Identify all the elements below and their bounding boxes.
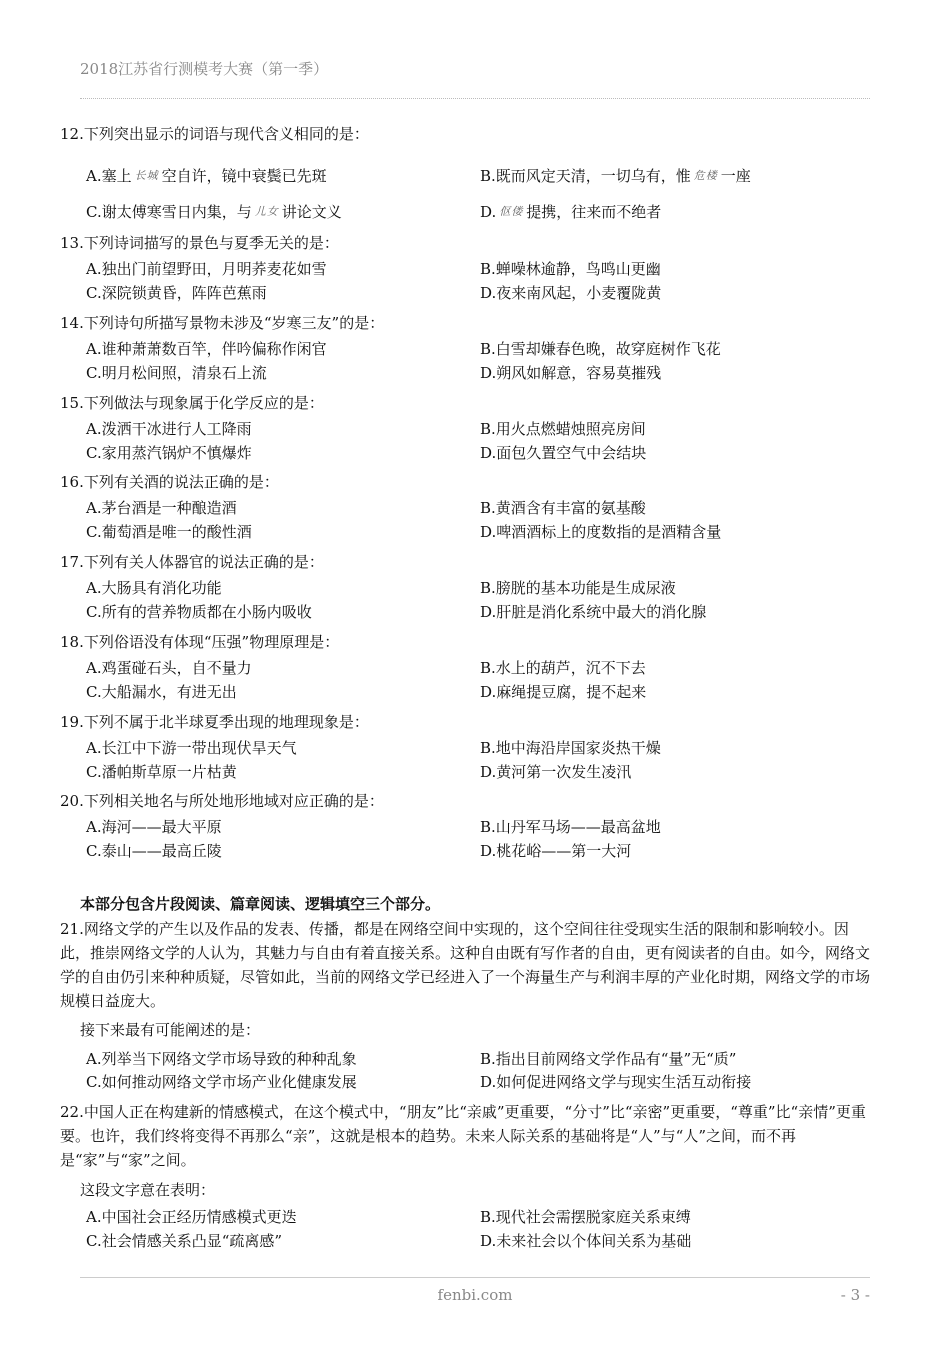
q12-option-b-post: 一座	[720, 167, 751, 185]
q12-option-d	[480, 202, 661, 222]
q19-option-d: D.黄河第一次发生凌汛	[480, 763, 632, 781]
q20-option-b: B.山丹军马场——最高盆地	[480, 818, 661, 836]
q12-option-d-highlight: 伛偻	[499, 205, 524, 218]
q21-prompt: 接下来最有可能阐述的是：	[80, 1021, 261, 1039]
q14-option-a: A.谁种萧萧数百竿，伴吟偏称作闲官	[86, 340, 327, 358]
q12-option-a-post: 空自许，镜中衰鬓已先斑	[161, 167, 327, 185]
q13-stem: 13.下列诗词描写的景色与夏季无关的是：	[60, 234, 339, 252]
q22-option-a: A.中国社会正经历情感模式更迭	[86, 1208, 297, 1226]
q17-option-a: A.大肠具有消化功能	[86, 579, 222, 597]
q12-option-b-pre: B.既而风定天清，一切乌有，惟	[480, 167, 691, 185]
q21-option-b: B.指出目前网络文学作品有“量”无“质”	[480, 1050, 737, 1068]
q21-passage: 21.网络文学的产生以及作品的发表、传播，都是在网络空间中实现的，这个空间往往受现实生活的限制和影响较小。因此，推崇网络文学的人认为，其魅力与自由有着直接关系。这种自由既有写作者的自由，更有阅读者的自由。如今，网络文学的自由仍引来种种质疑，尽管如此，当前的网络文学已经进入了一个海量生产与利润丰厚的产业化时期，网络文学的市场规模日益庞大。	[60, 920, 871, 1010]
q17-stem: 17.下列有关人体器官的说法正确的是：	[60, 553, 324, 571]
q22-prompt: 这段文字意在表明：	[80, 1181, 216, 1199]
q17-option-b: B.膀胱的基本功能是生成尿液	[480, 579, 676, 597]
q16-option-b: B.黄酒含有丰富的氨基酸	[480, 499, 646, 517]
q12-option-c-pre: C.谢太傅寒雪日内集，与	[86, 203, 252, 221]
q15-option-d: D.面包久置空气中会结块	[480, 444, 647, 462]
q12-option-c-highlight: 儿女	[254, 205, 279, 218]
q14-option-c: C.明月松间照，清泉石上流	[86, 364, 267, 382]
q14-stem: 14.下列诗句所描写景物未涉及“岁寒三友”的是：	[60, 314, 385, 332]
q20-option-d: D.桃花峪——第一大河	[480, 842, 632, 860]
q15-option-c: C.家用蒸汽锅炉不慎爆炸	[86, 444, 252, 462]
q19-stem: 19.下列不属于北半球夏季出现的地理现象是：	[60, 713, 369, 731]
q13-option-a: A.独出门前望野田，月明荞麦花如雪	[86, 260, 327, 278]
page-number: - 3 -	[840, 1286, 870, 1304]
q12-option-a-pre: A.塞上	[86, 167, 132, 185]
q22-passage: 22.中国人正在构建新的情感模式，在这个模式中，“朋友”比“亲戚”更重要，“分寸”比“亲密”更重要，“尊重”比“亲情”更重要。也许，我们终将变得不再那么“亲”，这就是根本的趋势。未来人际关系的基础将是“人”与“人”之间，而不再是“家”与“家”之间。	[60, 1103, 866, 1169]
q18-stem: 18.下列俗语没有体现“压强”物理原理是：	[60, 633, 340, 651]
q18-option-b: B.水上的葫芦，沉不下去	[480, 659, 646, 677]
q19-option-a: A.长江中下游一带出现伏旱天气	[86, 739, 297, 757]
q19-option-c: C.潘帕斯草原一片枯黄	[86, 763, 237, 781]
q15-stem: 15.下列做法与现象属于化学反应的是：	[60, 394, 324, 412]
q13-option-b: B.蝉噪林逾静，鸟鸣山更幽	[480, 260, 661, 278]
page-header: 2018江苏省行测模考大赛（第一季）	[80, 60, 329, 78]
q21-option-c: C.如何推动网络文学市场产业化健康发展	[86, 1073, 357, 1091]
q14-option-b: B.白雪却嫌春色晚，故穿庭树作飞花	[480, 340, 721, 358]
q15-option-a: A.泼洒干冰进行人工降雨	[86, 420, 252, 438]
header-divider	[80, 98, 870, 99]
footer-divider	[80, 1277, 870, 1278]
q20-option-c: C.泰山——最高丘陵	[86, 842, 222, 860]
q22-option-b: B.现代社会需摆脱家庭关系束缚	[480, 1208, 691, 1226]
q14-option-d: D.朔风如解意，容易莫摧残	[480, 364, 662, 382]
q12-option-a-highlight: 长城	[134, 169, 159, 182]
q13-option-d: D.夜来南风起，小麦覆陇黄	[480, 284, 662, 302]
q12-option-d-post: 提携，往来而不绝者	[526, 203, 662, 221]
q16-option-a: A.茅台酒是一种酿造酒	[86, 499, 237, 517]
q12-option-a	[86, 166, 327, 186]
q12-option-c-post: 讲论文义	[281, 203, 342, 221]
q17-option-c: C.所有的营养物质都在小肠内吸收	[86, 603, 312, 621]
q21-option-a: A.列举当下网络文学市场导致的种种乱象	[86, 1050, 357, 1068]
q18-option-c: C.大船漏水，有进无出	[86, 683, 237, 701]
q12-option-b	[480, 166, 751, 186]
q18-option-d: D.麻绳提豆腐，提不起来	[480, 683, 647, 701]
q16-option-c: C.葡萄酒是唯一的酸性酒	[86, 523, 252, 541]
q12-option-c	[86, 202, 342, 222]
q17-option-d: D.肝脏是消化系统中最大的消化腺	[480, 603, 707, 621]
q20-option-a: A.海河——最大平原	[86, 818, 222, 836]
footer-site: fenbi.com	[437, 1286, 513, 1304]
q18-option-a: A.鸡蛋碰石头，自不量力	[86, 659, 252, 677]
q16-option-d: D.啤酒酒标上的度数指的是酒精含量	[480, 523, 722, 541]
q22-option-c: C.社会情感关系凸显“疏离感”	[86, 1232, 283, 1250]
q19-option-b: B.地中海沿岸国家炎热干燥	[480, 739, 661, 757]
q21-option-d: D.如何促进网络文学与现实生活互动衔接	[480, 1073, 752, 1091]
section-intro: 本部分包含片段阅读、篇章阅读、逻辑填空三个部分。	[80, 895, 441, 913]
q16-stem: 16.下列有关酒的说法正确的是：	[60, 473, 279, 491]
q15-option-b: B.用火点燃蜡烛照亮房间	[480, 420, 646, 438]
q12-option-d-pre: D.	[480, 203, 497, 221]
q12-option-b-highlight: 危楼	[693, 169, 718, 182]
q13-option-c: C.深院锁黄昏，阵阵芭蕉雨	[86, 284, 267, 302]
q20-stem: 20.下列相关地名与所处地形地域对应正确的是：	[60, 792, 384, 810]
q12-stem: 12.下列突出显示的词语与现代含义相同的是：	[60, 125, 369, 143]
q22-option-d: D.未来社会以个体间关系为基础	[480, 1232, 692, 1250]
